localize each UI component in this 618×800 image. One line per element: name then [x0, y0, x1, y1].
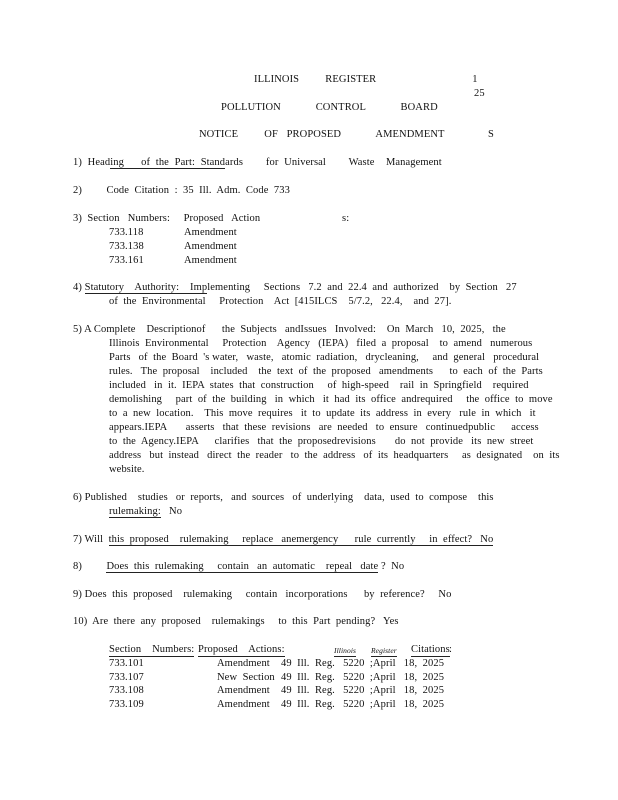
table-cell-action: Amendment: [217, 658, 270, 669]
item-4-underlined: Statutory Authority: Imp: [84, 282, 208, 293]
item-5-line: included in it. IEPA states that construction of high-speed rail in Springfield required: [109, 380, 529, 391]
item-1-prefix: 1) Head: [73, 157, 111, 168]
item-1-suffix: ards for Universal Waste Management: [225, 157, 442, 168]
item-7-underlined: this proposed rulemaking replace anemergency rule currently in effect? No: [108, 534, 494, 545]
item-5-line: website.: [109, 464, 145, 475]
item-5-line: 5) A Complete Descriptionof the Subjects andIssues Involved: On March 10, 2025, the: [73, 324, 506, 335]
item-5-line: Parts of the Board 's water, waste, atomic radiation, drycleaning, and general procedural: [109, 352, 540, 363]
table-header-register-b: Register: [371, 646, 397, 655]
item-3-heading: 3) Section Numbers: Proposed Action s:: [73, 213, 350, 224]
item-3-action: Amendment: [184, 227, 237, 238]
item-7-prefix: 7) Will: [73, 534, 109, 545]
item-4-rest: lementing Sections 7.2 and 22.4 and authorized by Section 27: [207, 282, 517, 293]
table-cell-citation: 49 Ill. Reg. 5220 ;April 18, 2025: [281, 658, 445, 669]
item-4-line-2: of the Environmental Protection Act [415ILCS 5/7.2, 22.4, and 27].: [109, 296, 452, 307]
item-6-line-1: 6) Published studies or reports, and sources of underlying data, used to compose this: [73, 492, 494, 503]
item-8-suffix: ? No: [378, 561, 405, 572]
item-3-section: 733.161: [109, 255, 144, 266]
table-cell-action: New Section: [217, 672, 275, 683]
table-cell-section: 733.108: [109, 685, 144, 696]
item-7: [73, 533, 493, 547]
item-3-section: 733.138: [109, 241, 144, 252]
table-header-citations: Citations: [411, 644, 450, 655]
item-8: [73, 560, 404, 574]
table-cell-citation: 49 Ill. Reg. 5220 ;April 18, 2025: [281, 685, 445, 696]
item-5-line: demolishing part of the building in which it had its office andrequired the office to move: [109, 394, 553, 405]
item-5-line: address but instead direct the reader to the address of its headquarters as designated on its: [109, 450, 560, 461]
table-cell-action: Amendment: [217, 685, 270, 696]
item-5-line: to the Agency.IEPA clarifies that the proposedrevisions do not provide its new street: [109, 436, 534, 447]
table-cell-section: 733.107: [109, 672, 144, 683]
item-4-prefix: 4): [73, 282, 85, 293]
item-8-prefix: 8): [73, 561, 107, 572]
table-cell-section: 733.101: [109, 658, 144, 669]
table-cell-action: Amendment: [217, 699, 270, 710]
item-1: [73, 156, 442, 170]
item-5-line: to a new location. This move requires it to update its address in every rule in which it: [109, 408, 536, 419]
table-cell-section: 733.109: [109, 699, 144, 710]
table-cell-citation: 49 Ill. Reg. 5220 ;April 18, 2025: [281, 672, 445, 683]
item-5-line: appears.IEPA asserts that these revisions are needed to ensure continuedpublic access: [109, 422, 539, 433]
item-5-line: rules. The proposal included the text of the proposed amendments to each of the Parts: [109, 366, 543, 377]
table-header-colon: :: [449, 644, 453, 655]
item-5-line: Illinois Environmental Protection Agency (IEPA) filed a proposal to amend numerous: [109, 338, 533, 349]
item-6-answer: No: [169, 506, 183, 517]
item-3-action: Amendment: [184, 241, 237, 252]
item-3-section: 733.118: [109, 227, 144, 238]
table-header-section: Section Numbers:: [109, 644, 195, 655]
table-header-action: Proposed Actions:: [198, 644, 285, 655]
item-9: 9) Does this proposed rulemaking contain incorporations by reference? No: [73, 589, 452, 600]
register-title: ILLINOIS REGISTER 1: [254, 74, 478, 85]
item-4: [73, 281, 517, 295]
item-8-underlined: Does this rulemaking contain an automatic repeal date: [106, 561, 379, 572]
item-2: 2) Code Citation : 35 Ill. Adm. Code 733: [73, 185, 290, 196]
notice-title: NOTICE OF PROPOSED AMENDMENT S: [199, 129, 494, 140]
table-header-register-a: Illinois: [334, 646, 357, 655]
item-10: 10) Are there any proposed rulemakings to this Part pending? Yes: [73, 616, 399, 627]
item-6-line-2: [109, 505, 182, 519]
item-1-underlined: ing of the Part: Stand: [110, 157, 226, 168]
board-title: POLLUTION CONTROL BOARD: [221, 102, 438, 113]
item-6-underlined: rulemaking:: [109, 506, 161, 517]
table-cell-citation: 49 Ill. Reg. 5220 ;April 18, 2025: [281, 699, 445, 710]
page-number: 25: [474, 88, 485, 99]
item-3-action: Amendment: [184, 255, 237, 266]
